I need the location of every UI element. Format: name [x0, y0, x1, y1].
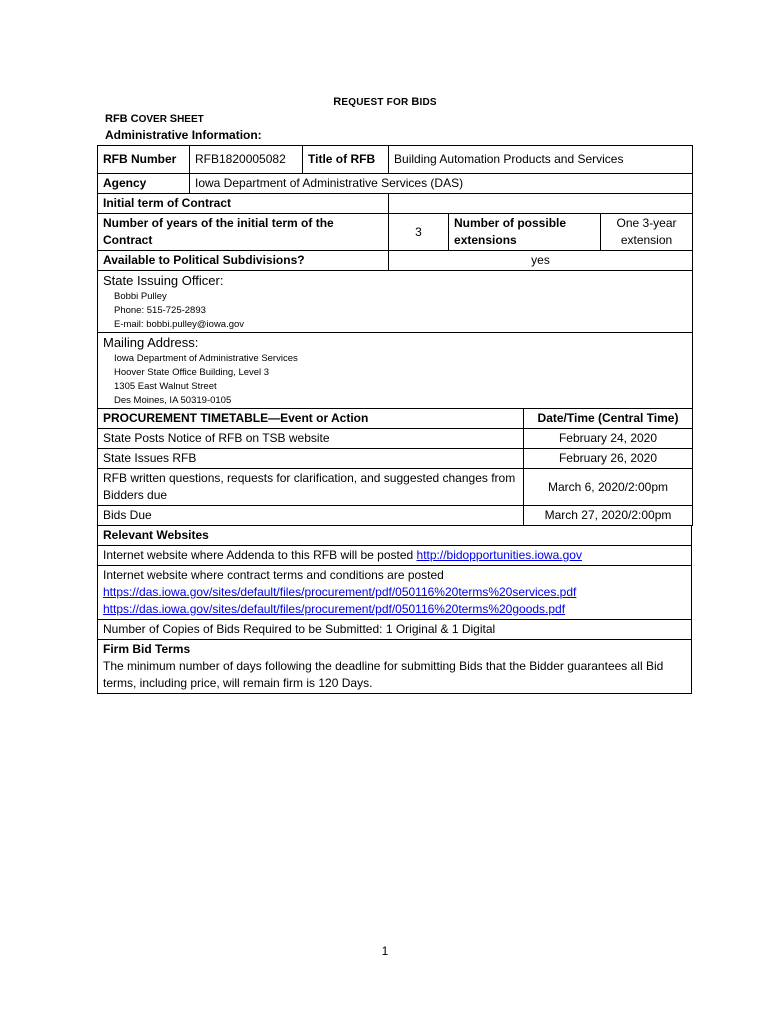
mailing-cell: [98, 333, 693, 409]
agency-label: Agency: [98, 174, 190, 194]
terms-text: Internet website where contract terms and conditions are posted: [103, 568, 444, 582]
title-label: Title of RFB: [303, 146, 389, 174]
addenda-cell: [98, 546, 692, 566]
cover-sheet-table: [97, 145, 692, 694]
admin-table: [97, 145, 693, 409]
firm-terms-text: The minimum number of days following the deadline for submitting Bids that the Bidder guarantees all Bid terms, including price, will remain firm is 120 Days.: [103, 659, 664, 690]
officer-name: Bobbi Pulley: [114, 291, 167, 302]
mailing-details: [98, 352, 692, 408]
officer-details: [98, 290, 692, 332]
addenda-link[interactable]: http://bidopportunities.iowa.gov: [416, 548, 582, 562]
officer-label: State Issuing Officer:: [103, 273, 224, 288]
mail-line-3: 1305 East Walnut Street: [114, 381, 217, 392]
cover-sheet-heading: RFB COVER SHEET: [105, 113, 204, 125]
addenda-text: Internet website where Addenda to this RFB will be posted: [103, 548, 417, 562]
event-cell: State Posts Notice of RFB on TSB website: [98, 429, 524, 449]
political-value: yes: [389, 251, 693, 271]
timetable-table: [97, 409, 693, 526]
officer-cell: [98, 271, 693, 333]
timetable-row: [98, 449, 693, 469]
terms-services-link[interactable]: https://das.iowa.gov/sites/default/files/procurement/pdf/050116%20terms%20services.pdf: [103, 585, 577, 599]
date-cell: February 26, 2020: [524, 449, 693, 469]
event-cell: State Issues RFB: [98, 449, 524, 469]
websites-label: Relevant Websites: [98, 526, 692, 546]
rfb-number-label: RFB Number: [98, 146, 190, 174]
terms-cell: [98, 566, 692, 620]
websites-table: [97, 526, 692, 694]
political-label: Available to Political Subdivisions?: [98, 251, 389, 271]
officer-email: E-mail: bobbi.pulley@iowa.gov: [114, 319, 245, 330]
mail-line-2: Hoover State Office Building, Level 3: [114, 367, 270, 378]
mail-line-4: Des Moines, IA 50319-0105: [114, 395, 232, 406]
initial-term-empty: [389, 194, 693, 214]
timetable-header-event: PROCUREMENT TIMETABLE—Event or Action: [98, 409, 524, 429]
timetable-row: [98, 429, 693, 449]
timetable-row: [98, 469, 693, 506]
date-cell: February 24, 2020: [524, 429, 693, 449]
title-value: Building Automation Products and Services: [389, 146, 693, 174]
date-cell: March 6, 2020/2:00pm: [524, 469, 693, 506]
admin-info-heading: Administrative Information:: [105, 128, 262, 142]
firm-terms-cell: [98, 640, 692, 694]
years-value: 3: [389, 214, 449, 251]
timetable-row: [98, 506, 693, 526]
mail-line-1: Iowa Department of Administrative Services: [114, 353, 298, 364]
mailing-label: Mailing Address:: [103, 335, 199, 350]
terms-goods-link[interactable]: https://das.iowa.gov/sites/default/files/procurement/pdf/050116%20terms%20goods.pdf: [103, 602, 566, 616]
event-cell: RFB written questions, requests for clarification, and suggested changes from Bidders due: [98, 469, 524, 506]
date-cell: March 27, 2020/2:00pm: [524, 506, 693, 526]
officer-phone: Phone: 515-725-2893: [114, 305, 206, 316]
years-label: Number of years of the initial term of the Contract: [98, 214, 389, 251]
extensions-value: One 3-year extension: [601, 214, 693, 251]
timetable-header-date: Date/Time (Central Time): [524, 409, 693, 429]
page-number: 1: [381, 944, 389, 958]
copies-cell: Number of Copies of Bids Required to be Submitted: 1 Original & 1 Digital: [98, 620, 692, 640]
agency-value: Iowa Department of Administrative Services (DAS): [190, 174, 693, 194]
rfb-number-value: RFB1820005082: [190, 146, 303, 174]
firm-terms-label: Firm Bid Terms: [103, 642, 191, 656]
initial-term-label: Initial term of Contract: [98, 194, 389, 214]
event-cell: Bids Due: [98, 506, 524, 526]
extensions-label: Number of possible extensions: [449, 214, 601, 251]
document-title: REQUEST FOR BIDS: [333, 96, 437, 108]
